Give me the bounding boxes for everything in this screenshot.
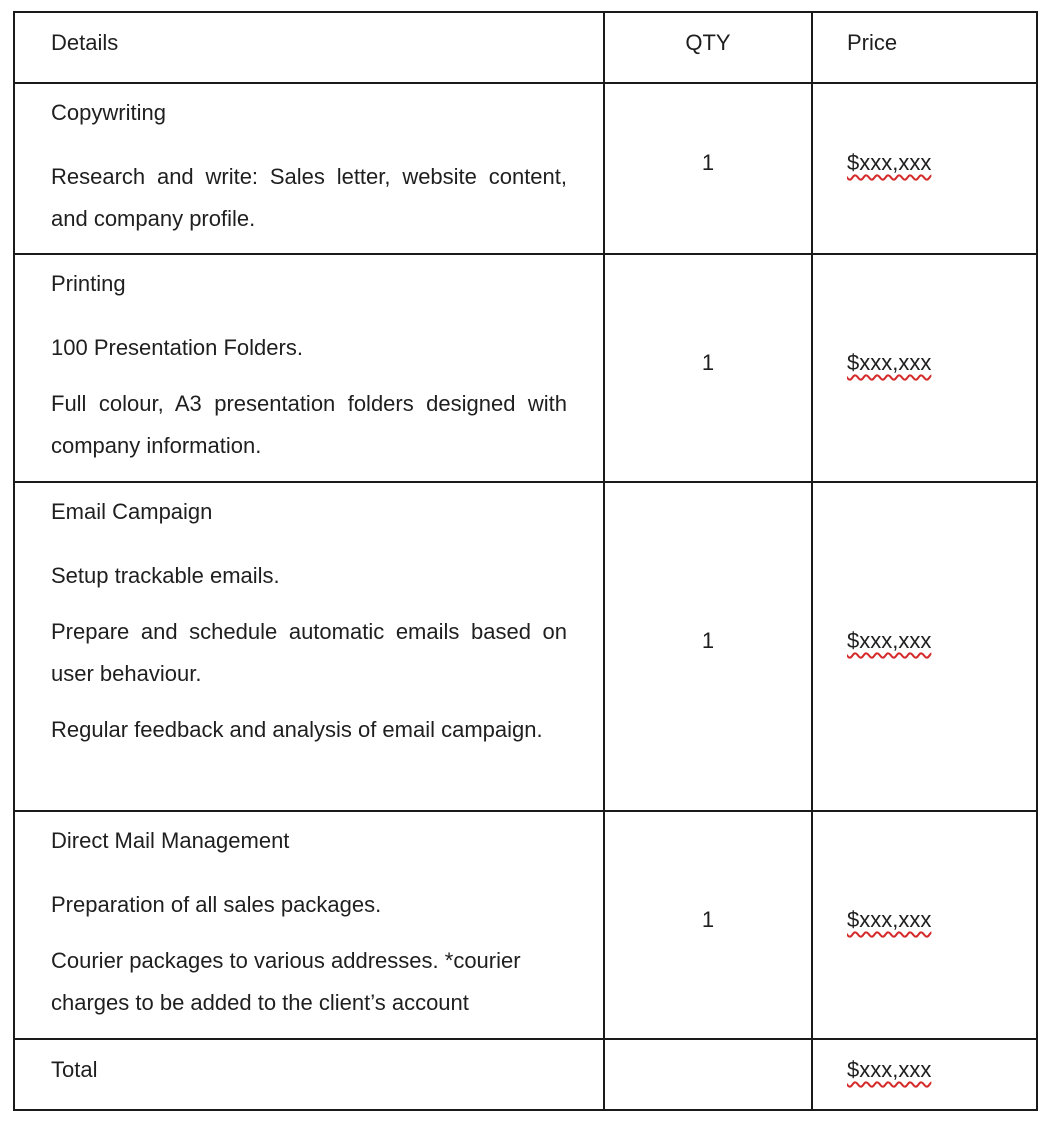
details-cell <box>14 254 604 482</box>
qty-cell: 1 <box>604 482 812 811</box>
table-row <box>14 482 1037 811</box>
details-cell <box>14 482 604 811</box>
item-description: Courier packages to various addresses. *courier charges to be added to the client’s account <box>51 948 521 1015</box>
qty-cell: 1 <box>604 83 812 254</box>
price-value: $xxx,xxx <box>847 907 932 932</box>
table-row <box>14 811 1037 1039</box>
quote-table <box>13 11 1038 1111</box>
total-label: Total <box>51 1057 98 1082</box>
item-description: Prepare and schedule automatic emails based on user behaviour. <box>51 619 567 686</box>
qty-cell: 1 <box>604 254 812 482</box>
price-cell <box>812 482 1037 811</box>
header-details: Details <box>14 12 604 83</box>
details-cell <box>14 811 604 1039</box>
price-value: $xxx,xxx <box>847 150 932 175</box>
total-price-value: $xxx,xxx <box>847 1057 932 1082</box>
item-name: Printing <box>51 271 126 296</box>
item-name: Direct Mail Management <box>51 828 290 853</box>
total-qty-cell <box>604 1039 812 1110</box>
table-row <box>14 83 1037 254</box>
item-description: Full colour, A3 presentation folders designed with company information. <box>51 391 567 458</box>
details-cell <box>14 83 604 254</box>
header-qty: QTY <box>604 12 812 83</box>
price-cell <box>812 254 1037 482</box>
item-name: Copywriting <box>51 100 166 125</box>
item-description: Regular feedback and analysis of email campaign. <box>51 717 543 742</box>
item-description: Research and write: Sales letter, website content, and company profile. <box>51 164 567 231</box>
total-price-cell <box>812 1039 1037 1110</box>
item-description: 100 Presentation Folders. <box>51 335 303 360</box>
total-row <box>14 1039 1037 1110</box>
price-cell <box>812 811 1037 1039</box>
price-value: $xxx,xxx <box>847 350 932 375</box>
qty-cell: 1 <box>604 811 812 1039</box>
item-name: Email Campaign <box>51 499 213 524</box>
item-description: Setup trackable emails. <box>51 563 280 588</box>
price-cell <box>812 83 1037 254</box>
item-description: Preparation of all sales packages. <box>51 892 382 917</box>
price-value: $xxx,xxx <box>847 628 932 653</box>
header-price: Price <box>812 12 1037 83</box>
total-label-cell <box>14 1039 604 1110</box>
table-header-row <box>14 12 1037 83</box>
table-row <box>14 254 1037 482</box>
